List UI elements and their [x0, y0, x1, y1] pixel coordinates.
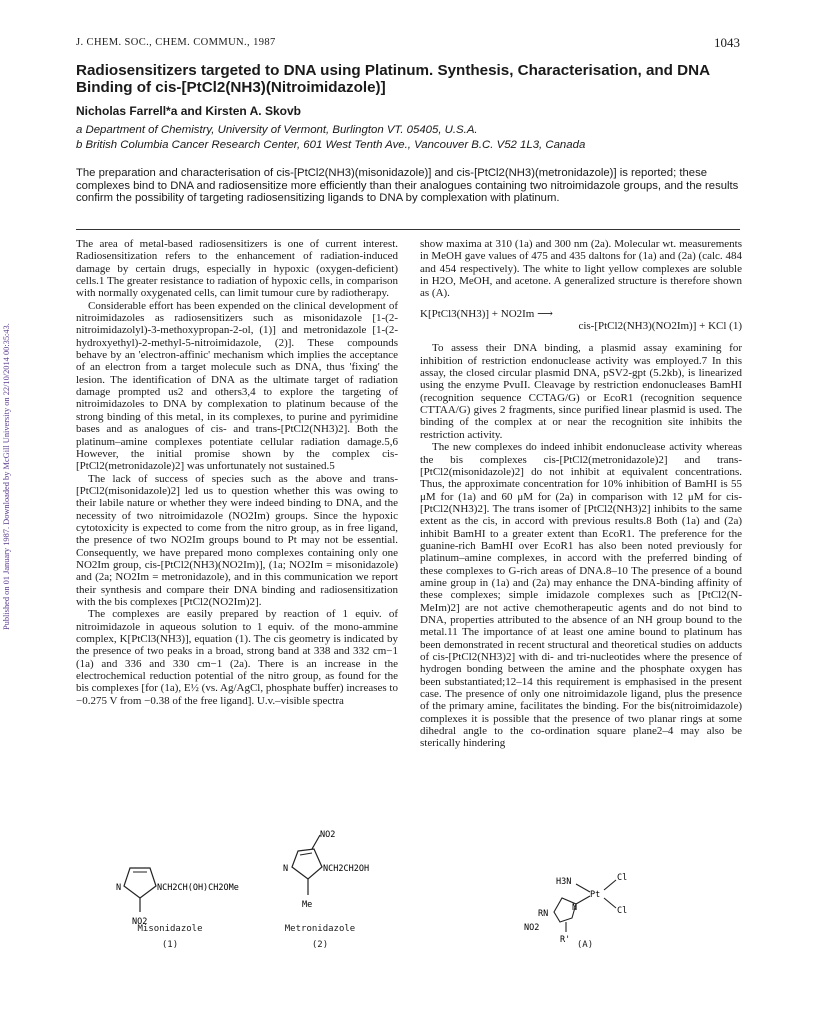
r-prime-substituent: R': [560, 935, 571, 945]
nitro-group: NO2: [320, 830, 336, 840]
paragraph: show maxima at 310 (1a) and 300 nm (2a). Molecular wt. measurements in MeOH gave values of 475 and 435 daltons for (1a) and (2a) (calc. 484 and 454 respectively). The white to light yellow complexes are soluble in H2O, MeOH, and acetone. A generalized structure is therefore shown as (A).: [420, 238, 742, 300]
equation-line: cis-[PtCl2(NH3)(NO2Im)] + KCl (1): [578, 320, 742, 333]
right-column: [420, 238, 742, 750]
equation-line: K[PtCl3(NH3)] + NO2Im ⟶: [420, 307, 553, 320]
download-watermark[interactable]: Published on 01 January 1987. Downloaded by McGill University on 22/10/2014 00:35:43.: [2, 323, 11, 630]
equation-1: [420, 308, 742, 333]
ring-nitrogen: N: [116, 883, 122, 893]
general-structure-a: [520, 868, 660, 948]
chloride-ligand: Cl: [617, 873, 628, 883]
compound-label: (1): [161, 940, 179, 950]
bond: [312, 835, 320, 849]
nitro-group: NO2: [524, 923, 540, 933]
nitro-group: NO2: [132, 917, 148, 927]
paragraph: The area of metal-based radiosensitizers is one of current interest. Radiosensitization refers to the enhancement of radiation-induced damage by certain drugs, especially in hypoxic (oxygen-deficient) cells.1 The greater resistance to radiation of hypoxic cells, in comparison with normally oxygenated cells, can limit tumour cure by radiotherapy.: [76, 238, 398, 300]
article-title: Radiosensitizers targeted to DNA using Platinum. Synthesis, Characterisation, and DNA Binding of cis-[PtCl2(NH3)(Nitroimidazole)]: [76, 62, 710, 96]
bond: [576, 884, 590, 892]
structure-a-label: (A): [576, 940, 594, 950]
page-number: 1043: [714, 35, 740, 50]
affiliation-a: a Department of Chemistry, University of Vermont, Burlington VT. 05405, U.S.A.: [76, 124, 478, 136]
compound-label: (2): [311, 940, 329, 950]
journal-header: J. CHEM. SOC., CHEM. COMMUN., 1987: [76, 37, 276, 48]
misonidazole-name: Misonidazole: [137, 924, 203, 934]
paragraph: Considerable effort has been expended on the clinical development of nitroimidazoles as radiosensitizers such as misonidazole [1-(2-nitroimidazolyl)-3-methoxypropan-2-ol, (1)] and metronidazole [1-(2-hydroxyethyl)-2-methyl-5-nitroimidazole, (2)]. These compounds behave by an 'electron-affinic' mechanism which implies the acceptance of an electron from a target molecule such as DNA, thus 'fixing' the lesion. The identification of DNA as the ultimate target of radiation damage prompted us2 and others3,4 to explore the targeting of nitroimidazoles to DNA by complexation to platinum because of the strong binding of this metal, in its complexes, to purine and pyrimidine bases and as analogues of cis- and trans-[PtCl2(NH3)2]. Both the platinum–amine complexes potentiate cellular radiation damage.5,6 However, the initial promise shown by the complex cis-[PtCl2(metronidazole)2] was unfortunately not sustained.5: [76, 299, 398, 473]
ring-nitrogen: N: [572, 903, 578, 913]
side-chain: NCH2CH2OH: [323, 864, 370, 874]
bond: [576, 896, 590, 904]
paragraph: The new complexes do indeed inhibit endonuclease activity whereas the bis complexes cis-[PtCl2(metronidazole)2] and trans-[PtCl2(misonidazole)2] do not inhibit at equivalent concentrations. Thus, the approximate concentration for 10% inhibition of BamHI is 55 μM for (1a) and 60 μM for (2a) in comparison with 12 μM for cis-[PtCl2(NH3)2]. The trans isomer of [PtCl2(NH3)2] inhibits to the same extent as the cis, in accord with previous results.8 Both (1a) and (2a) inhibit BamHI to a greater extent than EcoR1. The preference for the guanine-rich BamHI over EcoR1 has also been noted previously for platinum–amine complexes, in accord with the preferred binding of these complexes to G-rich areas of DNA.8–10 The presence of a bound amine group in (1a) and (2a) may enhance the DNA-binding affinity of these complexes; simple imidazole complexes such as [PtCl2(N-MeIm)2] are not active chemotherapeutic agents and do not bind to DNA, properties attributed to the absence of an NH group bound to the metal.11 The importance of at least one amine bound to platinum has been demonstrated in recent structural and theoretical studies on adducts of cis-[PtCl2(NH3)2] with di- and tri-nucleotides where the presence of hydrogen bonding between the amine and the phosphate oxygen has been substantiated;12–14 this requirement is emphasised in the present case. The presence of only one nitroimidazole ligand, plus the presence of the primary amine, facilitates the binding. For the bis(nitroimidazole) complexes it is possible that the presence of two planar rings at some dihedral angle to the co-ordination square plane2–4 may also be sterically hindering: [420, 441, 742, 750]
bond: [604, 880, 616, 890]
paragraph: To assess their DNA binding, a plasmid assay examining for inhibition of restriction endonuclease activity was employed.7 In this assay, the closed circular plasmid DNA, pSV2-gpt (5.2kb), is linearized using the enzyme PvuII. Cleavage by restriction endonucleases BamHI (recognition sequence CCTAG/G) or EcoR1 (recognition sequence CTTAA/G) gives 2 fragments, since purified linear plasmid is used. The binding of the complex at or near the recognition site inhibits the restriction activity.: [420, 342, 742, 441]
bond: [604, 898, 616, 908]
left-column: [76, 238, 398, 707]
ring-nitrogen: N: [283, 864, 289, 874]
paragraph: The lack of success of species such as the above and trans-[PtCl2(misonidazole)2] led us to question whether this was owing to their labile nature or whether they were indeed binding to DNA, and the necessity of two nitroimidazole (NO2Im) groups. Since the hypoxic cytotoxicity is expected to come from the nitro group, as in free ligand, the presence of two NO2Im groups bound to Pt may not be essential. Consequently, we have prepared mono complexes containing only one NO2Im group, cis-[PtCl2(NH3)(NO2Im)], (1a; NO2Im = misonidazole) and (2a; NO2Im = metronidazole), and in this communication we report their synthesis and compare their DNA binding and radiosensitization with the bis complexes [PtCl2(NO2Im)2].: [76, 472, 398, 608]
article-authors: Nicholas Farrell*a and Kirsten A. Skovb: [76, 104, 301, 118]
abstract: The preparation and characterisation of cis-[PtCl2(NH3)(misonidazole)] and cis-[PtCl2(NH3)(metronidazole)] is reported; these complexes bind to DNA and radiosensitize more efficiently than their analogues containing two nitroimidazole groups, and the results confirm the possibility of targeting radiosensitizing ligands to DNA by complexation with platinum.: [76, 167, 739, 205]
paragraph: The complexes are easily prepared by reaction of 1 equiv. of nitroimidazole in aqueous solution to 1 equiv. of the mono-ammine complex, K[PtCl3(NH3)], equation (1). The cis geometry is indicated by the presence of two peaks in a broad, strong band at 338 and 332 cm−1 (1a) and 336 and 330 cm−1 (2a). There is an increase in the electrochemical reduction potential of the nitro group, as found for the bis complexes [for (1a), E½ (vs. Ag/AgCl, phosphate buffer) increases to −0.275 V from −0.38 of the free ligand]. U.v.–visible spectra: [76, 608, 398, 707]
metronidazole-structure: [270, 825, 410, 940]
affiliation-b: b British Columbia Cancer Research Center, 601 West Tenth Ave., Vancouver B.C. V52 1L3, Canada: [76, 139, 586, 151]
ammine-ligand: H3N: [556, 877, 572, 887]
chloride-ligand: Cl: [617, 906, 628, 916]
divider: [76, 229, 740, 230]
platinum-atom: Pt: [590, 890, 601, 900]
side-chain: NCH2CH(OH)CH2OMe: [157, 883, 239, 893]
double-bond: [300, 853, 312, 855]
metronidazole-name: Metronidazole: [284, 924, 356, 934]
methyl-group: Me: [302, 900, 313, 910]
ring-nitrogen-r: RN: [538, 909, 549, 919]
